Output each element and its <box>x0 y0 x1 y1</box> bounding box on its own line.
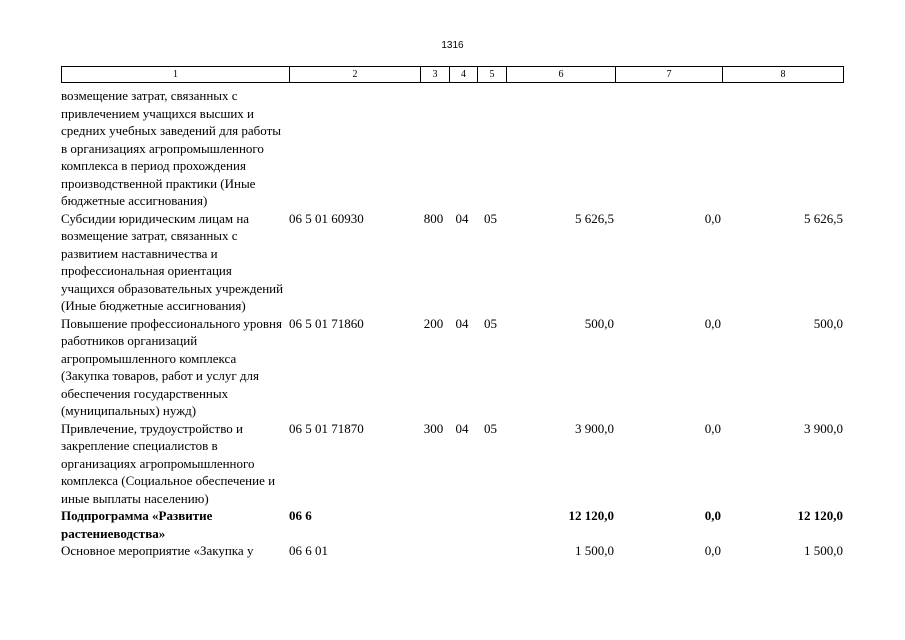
row-value-col6 <box>505 87 614 210</box>
row-section: 04 <box>455 210 469 226</box>
row-value-col6: 12 120,0 <box>568 508 614 523</box>
table-row <box>61 542 843 560</box>
row-expense-type: 300 <box>423 420 444 436</box>
row-name: Повышение профессионального уровня работников организаций агропромышленного комплекса (Закупка товаров, работ и услуг для обеспечения государственных (муниципальных) нужд) <box>61 315 282 418</box>
row-code: 06 5 01 71860 <box>289 315 364 331</box>
table-row <box>61 315 843 420</box>
row-value-col6: 3 900,0 <box>575 420 614 436</box>
row-section <box>448 507 476 542</box>
row-subsection <box>476 542 505 560</box>
row-value-col7: 0,0 <box>704 315 721 331</box>
row-name: Привлечение, трудоустройство и закрепление специалистов в организациях агропромышленного комплекса (Социальное обеспечение и иные выплаты населению) <box>61 420 276 506</box>
table-row <box>61 210 843 315</box>
row-subsection <box>476 87 505 210</box>
row-value-col8: 1 500,0 <box>804 543 843 558</box>
row-name: Субсидии юридическим лицам на возмещение затрат, связанных с развитием наставничества и профессиональная ориентация учащихся образовательных учреждений (Иные бюджетные ассигнования) <box>61 210 284 313</box>
row-value-col8: 3 900,0 <box>804 420 843 436</box>
column-header-7: 7 <box>616 67 723 83</box>
column-header-2: 2 <box>290 67 421 83</box>
row-name: возмещение затрат, связанных с привлечением учащихся высших и средних учебных заведений для работы в организациях агропромышленного комплекса в период прохождения производственной практики (Иные бюджетные ассигнования) <box>61 88 282 208</box>
row-section: 04 <box>455 420 469 436</box>
row-value-col7 <box>614 87 721 210</box>
row-code: 06 6 01 <box>289 543 328 558</box>
row-name: Основное мероприятие «Закупка у <box>61 543 254 558</box>
row-subsection: 05 <box>484 420 497 436</box>
row-subsection: 05 <box>484 210 497 226</box>
row-expense-type: 800 <box>423 210 444 226</box>
row-section: 04 <box>455 315 469 331</box>
column-header-8: 8 <box>723 67 844 83</box>
table-row <box>61 507 843 542</box>
row-code: 06 5 01 71870 <box>289 420 364 436</box>
row-section <box>448 542 476 560</box>
row-value-col8: 12 120,0 <box>797 508 843 523</box>
row-name: Подпрограмма «Развитие растениеводства» <box>61 508 213 541</box>
row-expense-type: 200 <box>423 315 444 331</box>
column-header-3: 3 <box>421 67 450 83</box>
row-value-col7: 0,0 <box>704 543 721 558</box>
row-value-col8: 5 626,5 <box>804 210 843 226</box>
table-row <box>61 420 843 508</box>
row-value-col7: 0,0 <box>704 210 721 226</box>
row-value-col8 <box>721 87 843 210</box>
row-value-col6: 500,0 <box>584 315 614 331</box>
row-code: 06 6 <box>289 508 312 523</box>
column-header-1: 1 <box>62 67 290 83</box>
row-code <box>288 87 419 210</box>
column-header-5: 5 <box>478 67 507 83</box>
budget-table <box>61 87 843 560</box>
row-value-col6: 5 626,5 <box>575 210 614 226</box>
row-code: 06 5 01 60930 <box>289 210 364 226</box>
table-row <box>61 87 843 210</box>
row-expense-type <box>419 542 448 560</box>
row-value-col6: 1 500,0 <box>575 543 614 558</box>
row-value-col7: 0,0 <box>704 420 721 436</box>
row-subsection: 05 <box>484 315 497 331</box>
column-header-6: 6 <box>507 67 616 83</box>
row-subsection <box>476 507 505 542</box>
row-expense-type <box>419 87 448 210</box>
row-expense-type <box>419 507 448 542</box>
column-header-row <box>61 66 844 83</box>
row-section <box>448 87 476 210</box>
row-value-col7: 0,0 <box>704 508 721 523</box>
row-value-col8: 500,0 <box>813 315 843 331</box>
page-number: 1316 <box>441 40 464 51</box>
column-header-4: 4 <box>450 67 478 83</box>
